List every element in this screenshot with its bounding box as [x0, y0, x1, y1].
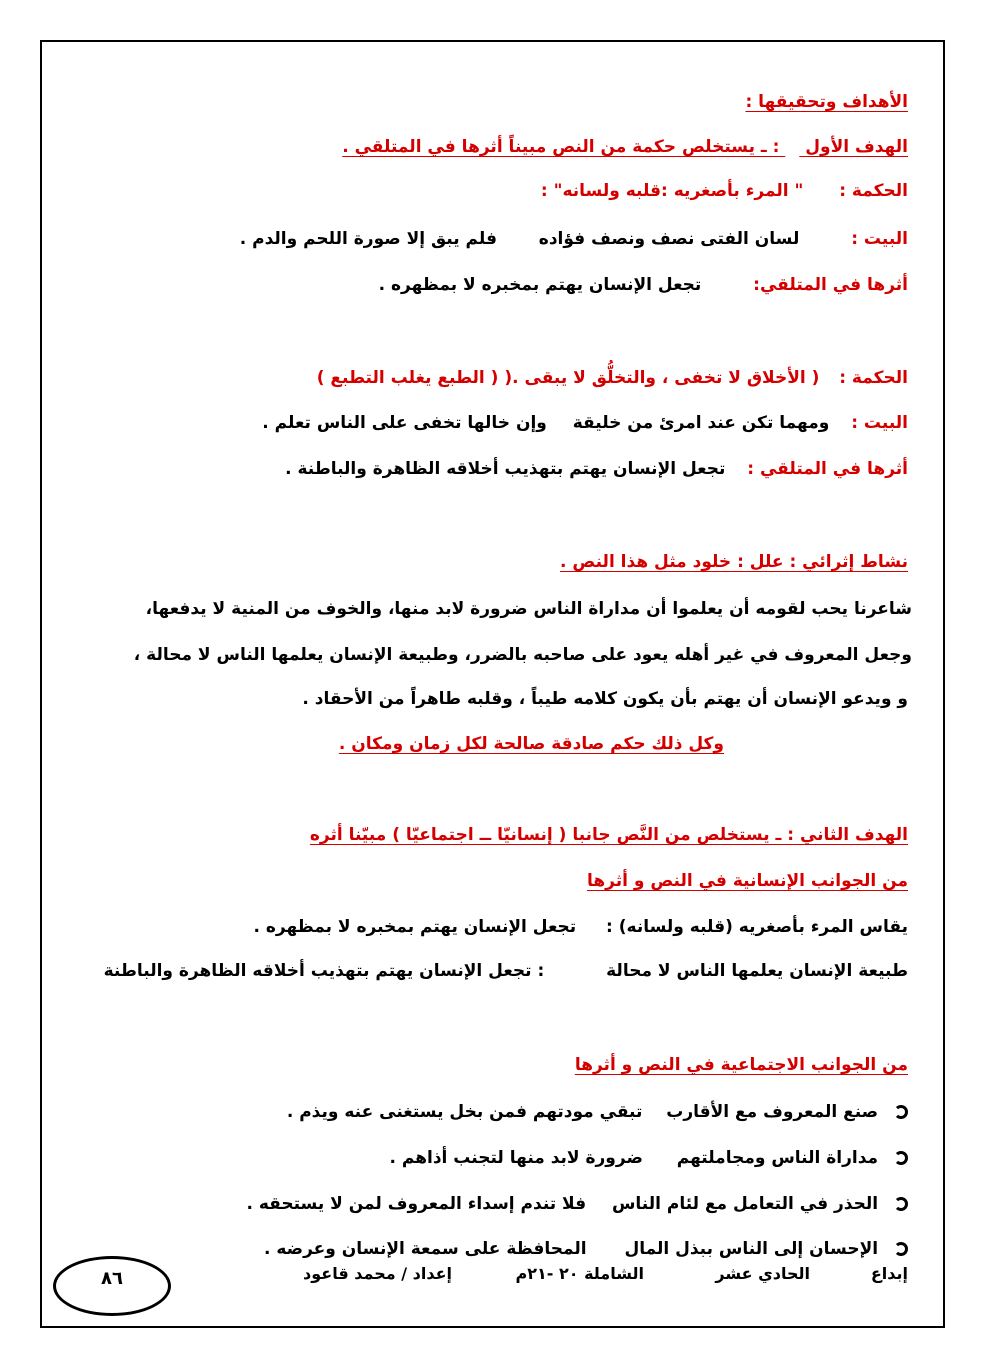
human-aspect: يقاس المرء بأصغريه (قلبه ولسانه) :	[606, 917, 908, 937]
footer-grade: الحادي عشر	[715, 1264, 810, 1283]
activity-title: نشاط إثرائي : علل : خلود مثل هذا النص .	[560, 552, 908, 572]
social-aspect: مداراة الناس ومجاملتهم	[676, 1148, 879, 1168]
wisdom-1-verse-label: البيت :	[851, 229, 908, 249]
bullet-icon	[894, 1197, 908, 1211]
goal-1	[70, 134, 908, 160]
goal-1-text: : ـ يستخلص حكمة من النص مبيناً أثرها في المتلقي .	[342, 137, 780, 157]
page-heading: الأهداف وتحقيقها :	[745, 92, 908, 112]
activity-conclusion: وكل ذلك حكم صادقة صالحة لكل زمان ومكان .	[338, 734, 724, 754]
social-aspect-effect: ضرورة لابد منها لتجنب أذاهم .	[389, 1148, 643, 1168]
wisdom-1-effect	[70, 272, 908, 298]
page-number: ٨٦	[101, 1268, 123, 1289]
wisdom-2-label: الحكمة :	[839, 368, 908, 388]
wisdom-1-effect-text: تجعل الإنسان يهتم بمخبره لا بمظهره .	[378, 275, 702, 295]
social-aspects-title: من الجوانب الاجتماعية في النص و أثرها	[574, 1055, 908, 1075]
activity-line-2: وجعل المعروف في غير أهله يعود على صاحبه بالضرر، وطبيعة الإنسان يعلمها الناس لا محالة ،	[133, 645, 912, 665]
social-aspect-row	[70, 1236, 908, 1262]
social-aspect-effect: المحافظة على سمعة الإنسان وعرضه .	[263, 1239, 587, 1259]
goal-2-title: الهدف الثاني : ـ يستخلص من النَّص جانبا ( إنسانيّا ــ اجتماعيّا ) مبيّنا أثره	[309, 825, 908, 845]
activity-line-1: شاعرنا يحب لقومه أن يعلموا أن مداراة الناس ضرورة لابد منها، والخوف من المنية لا يدفعها،	[145, 599, 912, 619]
bullet-icon	[894, 1151, 908, 1165]
footer-edition: الشاملة ٢٠ -٢١م	[515, 1264, 644, 1283]
social-aspect-row	[70, 1099, 908, 1125]
goal-1-label: الهدف الأول	[805, 137, 908, 157]
social-aspect-row	[70, 1145, 908, 1171]
human-aspect-effect: : تجعل الإنسان يهتم بتهذيب أخلاقه الظاهرة والباطنة	[103, 961, 545, 981]
wisdom-2-verse	[70, 410, 908, 436]
social-aspect: الحذر في التعامل مع لئام الناس	[611, 1194, 879, 1214]
wisdom-1-verse	[70, 226, 908, 252]
human-aspect-row	[70, 958, 908, 984]
activity-line-3: و ويدعو الإنسان أن يهتم بأن يكون كلامه طيباً ، وقلبه طاهراً من الأحقاد .	[302, 689, 908, 709]
social-aspect: صنع المعروف مع الأقارب	[666, 1102, 879, 1122]
wisdom-2-text: ( الأخلاق لا تخفى ، والتخلُّق لا يبقى .( ( الطبع يغلب التطبع )	[316, 368, 820, 388]
bullet-icon	[894, 1242, 908, 1256]
human-aspect-effect: تجعل الإنسان يهتم بمخبره لا بمظهره .	[253, 917, 577, 937]
wisdom-2-effect	[70, 456, 908, 482]
social-aspect-effect: فلا تندم إسداء المعروف لمن لا يستحقه .	[246, 1194, 587, 1214]
social-aspect: الإحسان إلى الناس ببذل المال	[624, 1239, 879, 1259]
footer-author: إعداد / محمد قاعود	[303, 1264, 452, 1283]
wisdom-2-verse-a: ومهما تكن عند امرئ من خليقة	[572, 413, 830, 433]
wisdom-2-verse-label: البيت :	[851, 413, 908, 433]
human-aspect-row	[70, 914, 908, 940]
wisdom-1	[70, 178, 908, 204]
footer-brand: إبداع	[870, 1264, 908, 1283]
bullet-icon	[894, 1105, 908, 1119]
social-aspect-row	[70, 1191, 908, 1217]
human-aspect: طبيعة الإنسان يعلمها الناس لا محالة	[606, 961, 908, 981]
social-aspect-effect: تبقي مودتهم فمن بخل يستغنى عنه ويذم .	[286, 1102, 643, 1122]
human-aspects-title: من الجوانب الإنسانية في النص و أثرها	[586, 871, 908, 891]
wisdom-2-effect-text: تجعل الإنسان يهتم بتهذيب أخلاقه الظاهرة والباطنة .	[285, 459, 726, 479]
wisdom-1-verse-b: فلم يبق إلا صورة اللحم والدم .	[239, 229, 497, 249]
wisdom-1-text: " المرء بأصغريه :قلبه ولسانه" :	[540, 181, 804, 201]
wisdom-1-verse-a: لسان الفتى نصف ونصف فؤاده	[538, 229, 800, 249]
wisdom-2-effect-label: أثرها في المتلقي :	[747, 459, 908, 479]
wisdom-1-label: الحكمة :	[839, 181, 908, 201]
wisdom-2-verse-b: وإن خالها تخفى على الناس تعلم .	[262, 413, 547, 433]
wisdom-1-effect-label: أثرها في المتلقي:	[753, 275, 908, 295]
wisdom-2	[70, 365, 908, 391]
